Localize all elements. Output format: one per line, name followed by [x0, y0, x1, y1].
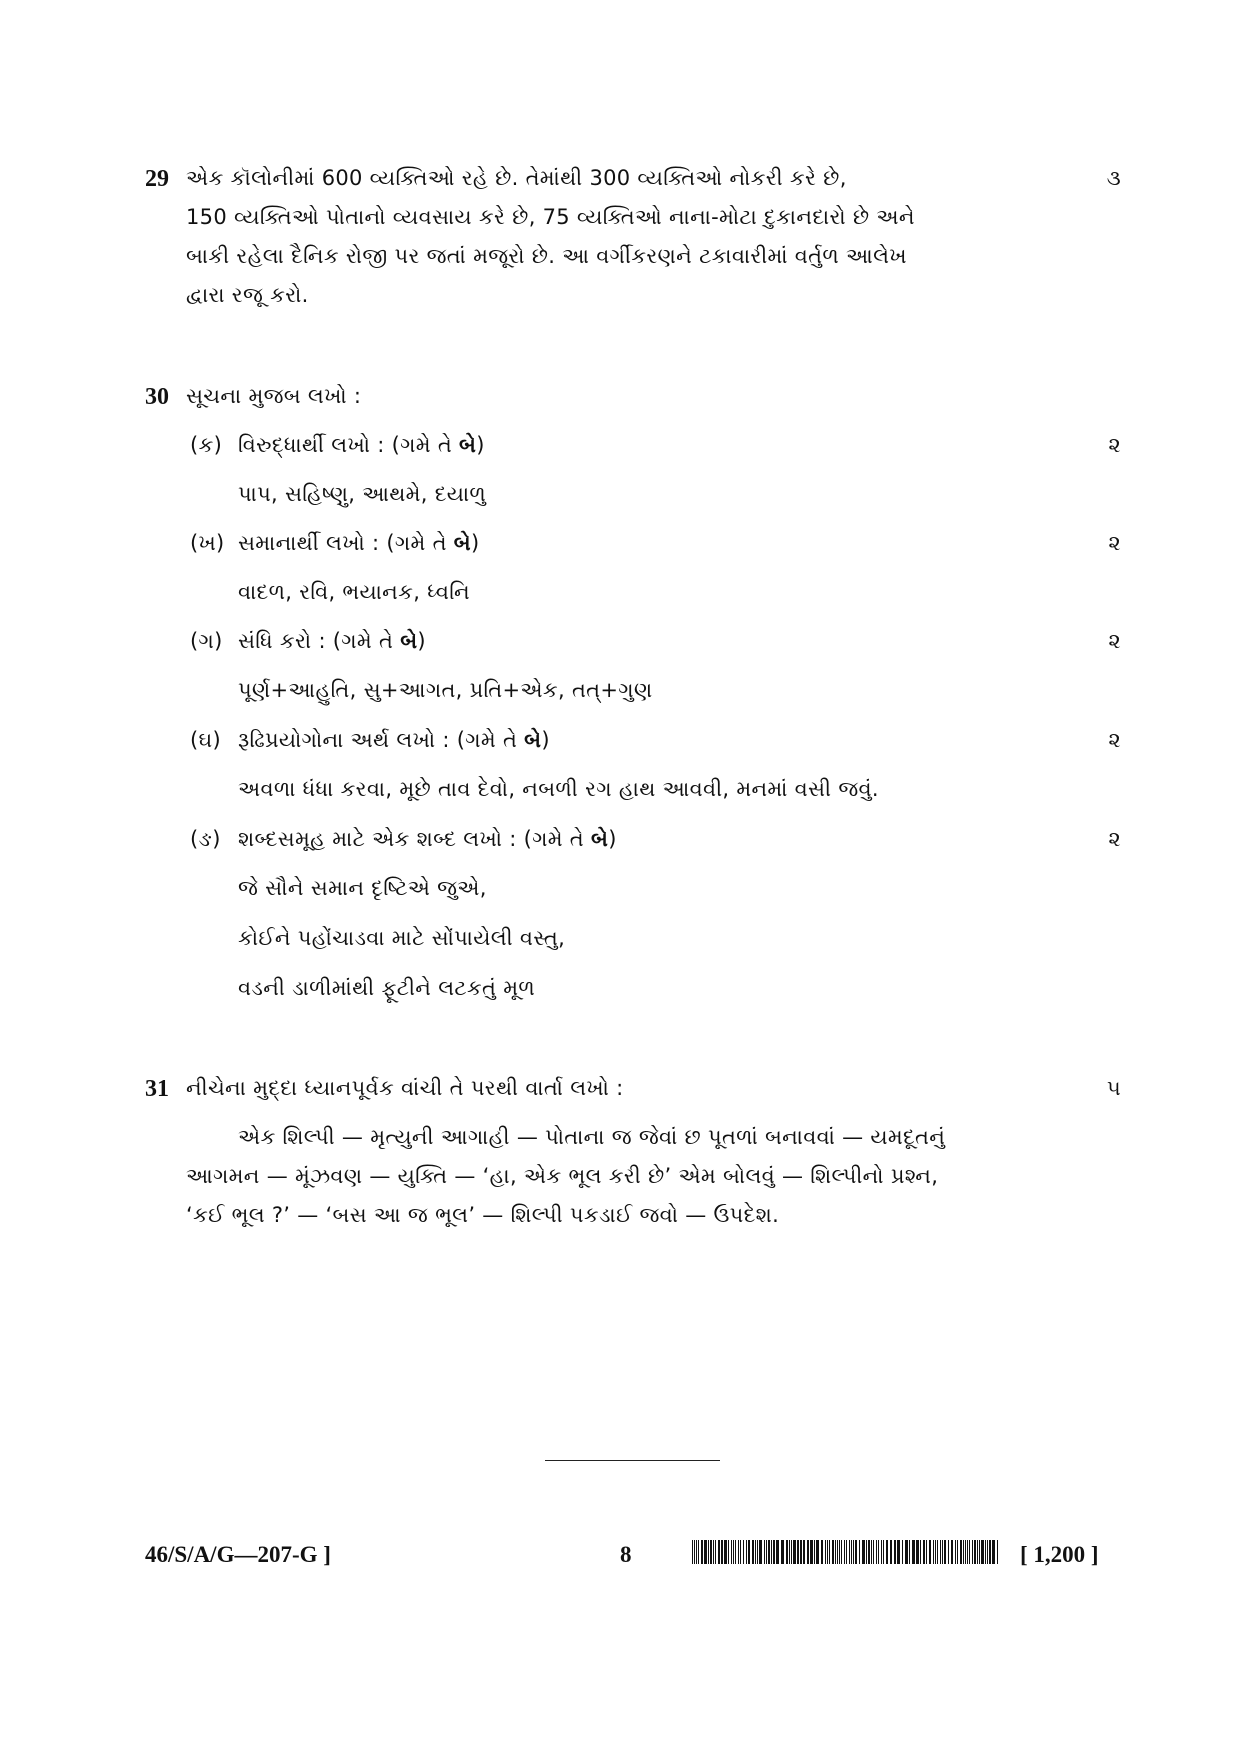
question-text-line: 150 વ્યક્તિઓ પોતાનો વ્યવસાય કરે છે, 75 વ્યક્તિઓ નાના-મોટા દુકાનદારો છે અને [186, 205, 915, 229]
page-number: 8 [620, 1542, 632, 1567]
question-heading: સૂચના મુજબ લખો : [186, 384, 362, 408]
part-content: જે સૌને સમાન દૃષ્ટિએ જુએ, [238, 876, 487, 900]
question-number: 31 [145, 1076, 169, 1102]
part-instruction: સમાનાર્થી લખો : (ગમે તે બે) [238, 531, 480, 555]
print-count: [ 1,200 ] [1020, 1542, 1099, 1567]
part-label: (ઘ) [190, 728, 221, 752]
question-text-line: આગમન — મૂંઝવણ — યુક્તિ — ‘હા, એક ભૂલ કરી છે’ એમ બોલવું — શિલ્પીનો પ્રશ્ન, [186, 1164, 939, 1188]
question-heading: નીચેના મુદ્દા ધ્યાનપૂર્વક વાંચી તે પરથી વાર્તા લખો : [186, 1076, 624, 1100]
part-content: વડની ડાળીમાંથી ફૂટીને લટકતું મૂળ [238, 976, 536, 1000]
part-instruction: રૂઢિપ્રયોગોના અર્થ લખો : (ગમે તે બે) [238, 728, 550, 752]
part-content: વાદળ, રવિ, ભયાનક, ધ્વનિ [238, 580, 470, 604]
question-text-line: ‘કઈ ભૂલ ?’ — ‘બસ આ જ ભૂલ’ — શિલ્પી પકડાઈ જવો — ઉપદેશ. [186, 1203, 780, 1227]
part-instruction: વિરુદ્ધાર્થી લખો : (ગમે તે બે) [238, 433, 485, 457]
question-number: 30 [145, 384, 169, 410]
question-text-line: દ્વારા રજૂ કરો. [186, 283, 309, 307]
marks: ૨ [1108, 827, 1121, 851]
question-text-line: બાકી રહેલા દૈનિક રોજી પર જતાં મજૂરો છે. આ વર્ગીકરણને ટકાવારીમાં વર્તુળ આલેખ [186, 244, 907, 268]
question-text-line: એક કૉલોનીમાં 600 વ્યક્તિઓ રહે છે. તેમાંથી 300 વ્યક્તિઓ નોકરી કરે છે, [186, 166, 847, 190]
part-label: (ક) [190, 433, 223, 457]
part-content: અવળા ધંધા કરવા, મૂછે તાવ દેવો, નબળી રગ હાથ આવવી, મનમાં વસી જવું. [238, 777, 879, 801]
end-divider [545, 1460, 720, 1461]
part-label: (ખ) [190, 531, 225, 555]
part-content: પૂર્ણ+આહુતિ, સુ+આગત, પ્રતિ+એક, તત્‌+ગુણ [238, 678, 653, 702]
marks: ૨ [1108, 728, 1121, 752]
marks: ૨ [1108, 531, 1121, 555]
paper-code: 46/S/A/G—207-G ] [145, 1542, 331, 1567]
part-label: (ગ) [190, 629, 223, 653]
question-text-line: એક શિલ્પી — મૃત્યુની આગાહી — પોતાના જ જેવાં છ પૂતળાં બનાવવાં — યમદૂતનું [238, 1125, 946, 1149]
barcode [692, 1540, 998, 1564]
part-instruction: શબ્દસમૂહ માટે એક શબ્દ લખો : (ગમે તે બે) [238, 827, 617, 851]
part-instruction: સંધિ કરો : (ગમે તે બે) [238, 629, 426, 653]
part-content: પાપ, સહિષ્ણુ, આથમે, દયાળુ [238, 482, 487, 506]
marks: ૨ [1108, 629, 1121, 653]
question-number: 29 [145, 166, 169, 192]
marks: ૨ [1108, 433, 1121, 457]
marks: ૫ [1106, 1076, 1121, 1100]
part-label: (ઙ) [190, 827, 221, 851]
part-content: કોઈને પહોંચાડવા માટે સોંપાયેલી વસ્તુ, [238, 926, 566, 950]
marks: ૩ [1106, 166, 1121, 190]
